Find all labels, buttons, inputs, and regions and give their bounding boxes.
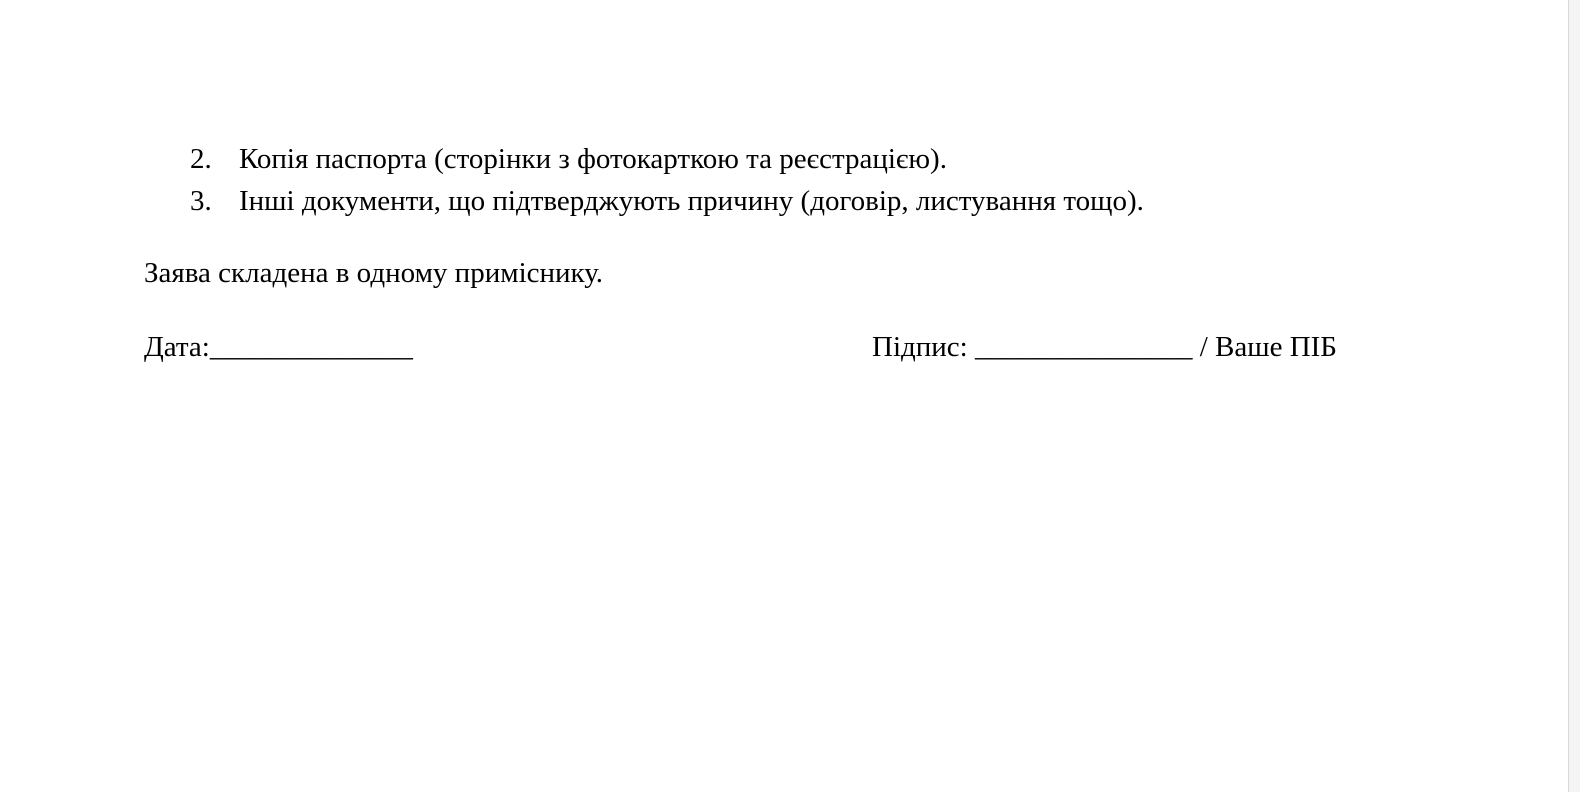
list-item (190, 140, 1144, 182)
attachments-list (190, 140, 1144, 224)
list-item (190, 182, 1144, 224)
list-item-text: Копія паспорта (сторінки з фотокарткою та реєстрацією). (239, 143, 947, 175)
copies-note: Заява складена в одному приміснику. (144, 257, 604, 289)
signature-field-line: Підпис: _______________ / Ваше ПІБ (872, 331, 1337, 363)
date-field-line: Дата:______________ (144, 331, 413, 363)
list-item-number: 2. (190, 143, 212, 175)
page-gutter (1569, 0, 1580, 792)
list-item-text: Інші документи, що підтверджують причину (договір, листування тощо). (239, 185, 1144, 217)
list-item-number: 3. (190, 185, 212, 217)
